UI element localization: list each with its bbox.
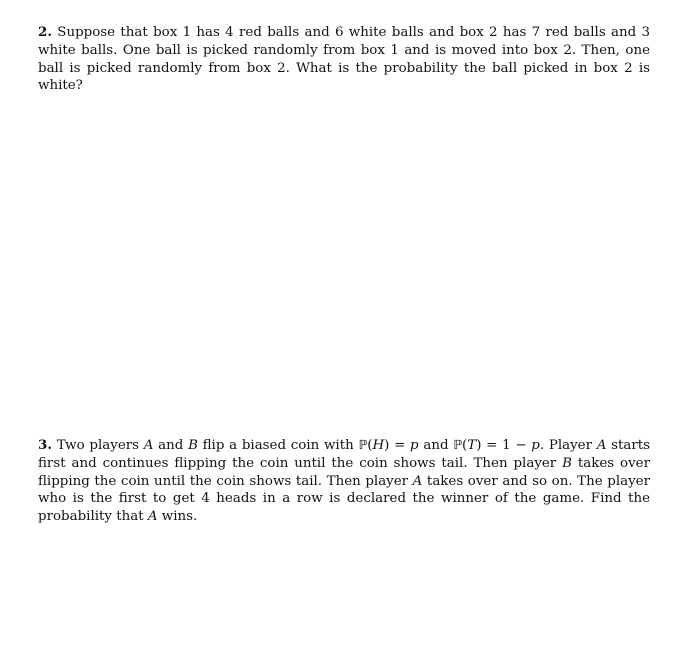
problem-text-segment: takes over and so on. The player who is the first to get 4 heads in a row is declared the winner of the game. Find the probability that [38,473,650,525]
problem-text-segment: ( [367,438,373,453]
problem-text-segment: Two players [56,438,144,453]
problem-text-segment: and [153,438,189,453]
math-variable: A [596,438,607,453]
problem-text-segment: flip a biased coin with [197,438,359,453]
math-variable: H [372,438,385,453]
problem-text-segment: starts first and continues flipping the coin until the coin shows tail. Then player [38,438,651,471]
problem-text: Suppose that box 1 has 4 red balls and 6 white balls and box 2 has 7 red balls and 3 white balls. One ball is picked randomly from box 1 and is moved into box 2. Then, one ball is picked randomly from box 2. What is the probability the ball picked in box 2 is white? [38,25,650,94]
probability-symbol: ℙ [358,437,368,452]
problem-text-segment: wins. [157,509,198,525]
math-variable: A [412,473,423,489]
math-variable: A [143,438,154,453]
problem-text-segment: ) = 1 − [476,438,532,453]
problem-text-segment: takes over flipping the coin until the coin shows tail. Then player [38,455,650,489]
math-variable: B [562,455,572,471]
probability-symbol: ℙ [453,437,463,452]
problem-3 [38,436,650,526]
problem-number: 3. [38,437,52,453]
problem-2 [38,24,650,95]
problem-number: 2. [38,24,52,40]
problem-text-segment: ) = [384,438,411,453]
problem-text-segment: . Player [539,438,597,453]
math-variable: T [467,438,477,453]
math-variable: p [410,438,419,453]
problem-text-segment: and [418,438,454,453]
math-variable: p [531,438,540,453]
problem-text-segment: ( [462,438,468,453]
math-variable: B [188,438,198,453]
math-variable: A [147,509,158,525]
